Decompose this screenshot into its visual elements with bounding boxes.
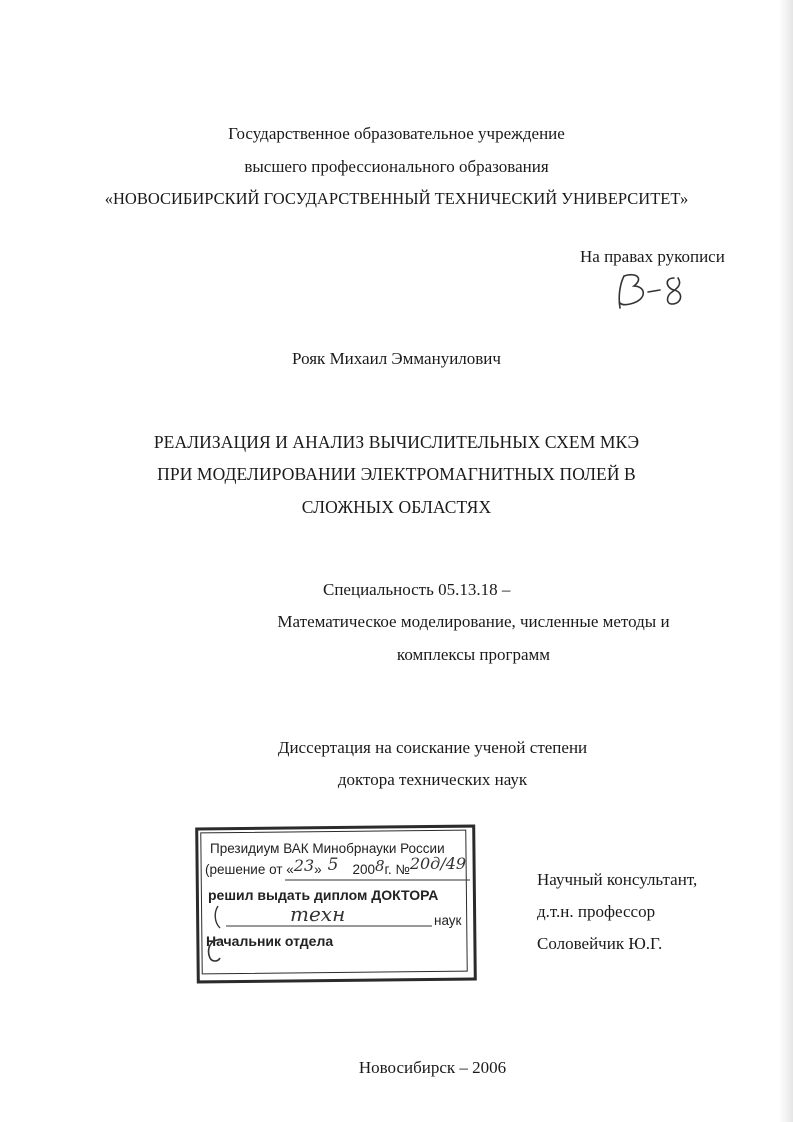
consultant-title: Научный консультант, (537, 870, 698, 889)
city-year: Новосибирск – 2006 (358, 1058, 507, 1077)
degree-line-2: доктора технических наук (337, 770, 528, 789)
stamp-science-suffix: наук (434, 913, 462, 928)
title-line-1: РЕАЛИЗАЦИЯ И АНАЛИЗ ВЫЧИСЛИТЕЛЬНЫХ СХЕМ МКЭ (153, 432, 640, 452)
consultant-name: Соловейчик Ю.Г. (537, 934, 663, 953)
handwritten-month: 5 (327, 855, 339, 875)
consultant-degree: д.т.н. профессор (537, 902, 656, 921)
stamp-date-underline (285, 878, 475, 884)
stamp-decision-line: (решение от «23» 5 2008г. №20д/49 (205, 854, 467, 877)
stamp-department-head: Начальник отдела (206, 933, 334, 949)
specialty-name-line-1: Математическое моделирование, численные методы и (277, 612, 670, 631)
institution-line-2: высшего профессионального образования (244, 157, 549, 176)
manuscript-note: На правах рукописи (580, 247, 725, 266)
institution-line-3: «НОВОСИБИРСКИЙ ГОСУДАРСТВЕННЫЙ ТЕХНИЧЕСКИЙ УНИВЕРСИТЕТ» (104, 189, 689, 208)
handwritten-signature-mark (204, 936, 228, 966)
stamp-diploma-line: решил выдать диплом ДОКТОРА (208, 887, 439, 903)
handwritten-year-digit: 8 (375, 857, 385, 875)
handwritten-decision-number: 20д/49 (409, 854, 467, 873)
stamp-field-underline (212, 902, 442, 932)
specialty-code: Специальность 05.13.18 – (323, 580, 511, 599)
handwritten-initials-mark (612, 270, 692, 316)
specialty-name-line-2: комплексы программ (396, 645, 551, 664)
degree-line-1: Диссертация на соискание ученой степени (277, 738, 588, 757)
title-line-2: ПРИ МОДЕЛИРОВАНИИ ЭЛЕКТРОМАГНИТНЫХ ПОЛЕЙ В (157, 464, 636, 484)
title-line-3: СЛОЖНЫХ ОБЛАСТЯХ (301, 497, 492, 517)
stamp-line-presidium: Президиум ВАК Минобрнауки России (210, 841, 445, 856)
handwritten-day: 23 (293, 856, 315, 875)
institution-line-1: Государственное образовательное учреждение (228, 124, 565, 143)
author-name: Рояк Михаил Эммануилович (292, 349, 501, 368)
handwritten-science-field: техн (290, 902, 346, 926)
